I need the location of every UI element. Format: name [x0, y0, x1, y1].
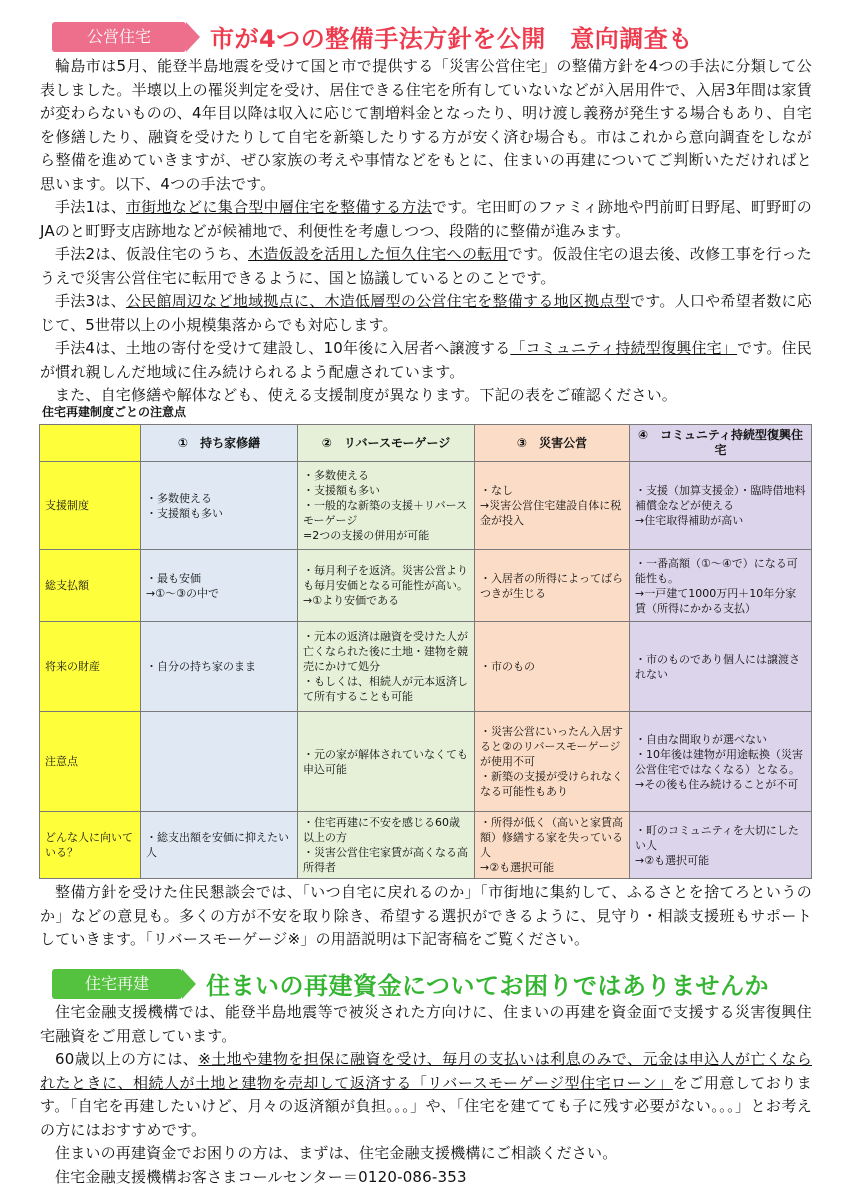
reverse-mortgage-underlined: ※土地や建物を担保に融資を受け、毎月の支払いは利息のみで、元金は申込人が亡くなられたときに、相続人が土地と建物を売却して返済する「リバースモーゲージ型住宅ローン」	[40, 1050, 812, 1092]
row-header: 支援制度	[40, 462, 141, 550]
section1-paragraph-method1	[40, 196, 812, 243]
cell-line: ・最も安価	[146, 571, 201, 585]
comparison-table	[39, 424, 812, 879]
cell-line: ・元の家が解体されていなくても申込可能	[303, 747, 468, 776]
table-cell-public-housing	[475, 462, 630, 550]
method2-underlined: 木造仮設を活用した恒久住宅への転用	[248, 245, 508, 263]
section2-paragraph-callcenter: 住宅金融支援機構お客さまコールセンター＝0120-086-353	[55, 1167, 467, 1186]
cell-line: ・入居者の所得によってばらつきが生じる	[480, 571, 623, 600]
section2-paragraph-consult: 住まいの再建資金でお困りの方は、まずは、住宅金融支援機構にご相談ください。	[55, 1144, 618, 1162]
cell-line: ・町のコミュニティを大切にしたい人	[635, 823, 799, 852]
column-header-reverse-mortgage: ② リバースモーゲージ	[298, 425, 475, 462]
table-cell-repair	[141, 812, 298, 879]
cell-line: ・総支出額を安価に抑えたい人	[146, 831, 289, 859]
cell-line: ・住宅再建に不安を感じる60歳以上の方	[303, 816, 460, 844]
table-cell-repair	[141, 462, 298, 550]
section1-paragraph-method4	[40, 337, 812, 384]
table-row	[40, 812, 812, 879]
row-header: どんな人に向いている？	[40, 812, 141, 879]
table-cell-repair	[141, 712, 298, 812]
cell-line: ・災害公営住宅家賃が高くなる高所得者	[303, 846, 468, 874]
table-cell-reverse-mortgage	[298, 712, 475, 812]
cell-line: ・なし	[480, 484, 513, 497]
after-table-paragraph: 整備方針を受けた住民懇談会では、「いつ自宅に戻れるのか」「市街地に集約して、ふるさとを捨てろというのか」などの意見も。多くの方が不安を取り除き、希望する選択ができるように、見守り・相談支援班もサポートしていきます。「リバースモーゲージ※」の用語説明は下記寄稿をご覧ください。	[40, 883, 812, 948]
section2-paragraph-intro: 住宅金融支援機構では、能登半島地震等で被災された方向けに、住まいの再建を資金面で支援する災害復興住宅融資をご用意しています。	[40, 1003, 812, 1045]
column-header-community-housing: ④ コミュニティ持続型復興住宅	[630, 425, 812, 462]
method4-underlined: 「コミュニティ持続型復興住宅」	[510, 339, 738, 357]
table-cell-public-housing	[475, 712, 630, 812]
cell-line: →その後も住み続けることが不可	[635, 777, 799, 791]
method3-lead: 手法3は、	[55, 292, 126, 310]
section1-paragraph-method3	[40, 290, 812, 337]
cell-line: ・もしくは、相続人が元本返済して所有することも可能	[303, 675, 468, 703]
cell-line: ・市のもの	[480, 660, 535, 673]
section2-body	[40, 1001, 812, 1189]
cell-line: =2つの支援の併用が可能	[303, 529, 430, 542]
table-cell-public-housing	[475, 622, 630, 712]
cell-line: ・多数使える	[303, 469, 369, 482]
table-cell-repair	[141, 622, 298, 712]
cell-line: ・一般的な新築の支援＋リバースモーゲージ	[303, 499, 468, 527]
method2-lead: 手法2は、仮設住宅のうち、	[55, 245, 249, 263]
table-cell-community-housing	[630, 712, 812, 812]
section2-tag-arrow	[182, 969, 196, 999]
cell-line: ・新築の支援が受けられなくなる可能性もあり	[480, 770, 623, 798]
cell-line: →②も選択可能	[635, 853, 710, 867]
section1-paragraph-table-intro: また、自宅修繕や解体なども、使える支援制度が異なります。下記の表をご確認ください。	[55, 386, 678, 404]
reverse-mortgage-rest: をご用意しております。「自宅を再建したいけど、月々の返済額が負担。。。」や、「住宅を建てても子に残す必要がない。。。」とお考えの方にはおすすめです。	[40, 1073, 812, 1139]
table-row	[40, 550, 812, 622]
table-cell-community-housing	[630, 462, 812, 550]
table-cell-community-housing	[630, 812, 812, 879]
method4-rest: です。住民が慣れ親しんだ地域に住み続けられるよう配慮されています。	[40, 339, 812, 381]
table-cell-reverse-mortgage	[298, 622, 475, 712]
method3-underlined: 公民館周辺など地域拠点に、木造低層型の公営住宅を整備する地区拠点型	[125, 292, 630, 310]
cell-line: ・支援額も多い	[146, 506, 223, 520]
table-cell-reverse-mortgage	[298, 550, 475, 622]
table-cell-public-housing	[475, 812, 630, 879]
section1-tag-arrow	[186, 22, 200, 52]
table-header-row	[40, 425, 812, 462]
method3-rest: です。人口や希望者数に応じて、5世帯以上の小規模集落からでも対応します。	[40, 292, 813, 334]
section1-tag: 公営住宅	[52, 22, 186, 52]
cell-line: ・10年後は建物が用途転換（災害公営住宅ではなくなる）となる。	[635, 747, 803, 776]
table-cell-repair	[141, 550, 298, 622]
row-header: 注意点	[40, 712, 141, 812]
cell-line: ・災害公営にいったん入居すると②のリバースモーゲージが使用不可	[480, 725, 623, 768]
cell-line: →②も選択可能	[480, 861, 555, 874]
section1-paragraph-intro: 輪島市は5月、能登半島地震を受けて国と市で提供する「災害公営住宅」の整備方針を4つの手法に分類して公表しました。半壊以上の罹災判定を受け、居住できる住宅を所有していないなどが入居用件で、入居3年間は家賃が変わらないものの、4年目以降は収入に応じて割増料金となったり、明け渡し義務が発生する場合もあり、自宅を修繕したり、融資を受けたりして自宅を新築したりする方が安く済む場合も。市はこれから意向調査をしながら整備を進めていきますが、ぜひ家族の考えや事情などをもとに、住まいの再建についてご判断いただければと思います。以下、4つの手法です。	[40, 57, 812, 193]
method1-rest: です。宅田町のファミィ跡地や門前町日野尾、町野町のJAのと町野支店跡地などが候補地で、利便性を考慮しつつ、段階的に整備が進みます。	[40, 198, 812, 240]
cell-line: ・毎月利子を返済。災害公営よりも毎月安価となる可能性が高い。	[303, 564, 468, 592]
method1-underlined: 市街地などに集合型中層住宅を整備する方法	[126, 198, 432, 216]
cell-line: ・支援（加算支援金）・臨時借地料補償金などが使える	[635, 484, 806, 512]
method2-rest: です。仮設住宅の退去後、改修工事を行ったうえで災害公営住宅に転用できるように、国と協議しているとのことです。	[40, 245, 812, 287]
section2-header	[52, 966, 769, 1001]
cell-line: ・支援額も多い	[303, 484, 380, 497]
method1-lead: 手法1は、	[55, 198, 127, 216]
section2-headline: 住まいの再建資金についてお困りではありませんか	[206, 972, 770, 1000]
cell-line: →一戸建て1000万円＋10年分家賃（所得にかかる支払）	[635, 586, 797, 615]
row-header: 将来の財産	[40, 622, 141, 712]
cell-line: ・自分の持ち家のまま	[146, 660, 256, 673]
section2-paragraph-reverse-mortgage	[40, 1048, 812, 1142]
cell-line: ・所得が低く（高いと家賃高額）修繕する家を失っている人	[480, 816, 623, 859]
table-caption: 住宅再建制度ごとの注意点	[42, 405, 187, 419]
cell-line: →①より安価である	[303, 594, 400, 607]
table-cell-community-housing	[630, 550, 812, 622]
table-cell-public-housing	[475, 550, 630, 622]
table-body	[40, 462, 812, 879]
method4-lead: 手法4は、土地の寄付を受けて建設し、10年後に入居者へ譲渡する	[55, 339, 511, 357]
cell-line: ・多数使える	[146, 491, 212, 505]
section1-header	[52, 19, 693, 54]
section1-paragraph-method2	[40, 243, 812, 290]
cell-line: →災害公営住宅建設自体に税金が投入	[480, 499, 622, 527]
table-cell-reverse-mortgage	[298, 812, 475, 879]
cell-line: ・市のものであり個人には譲渡されない	[635, 652, 800, 681]
table-cell-community-housing	[630, 622, 812, 712]
section1-headline: 市が4つの整備手法方針を公開 意向調査も	[210, 25, 693, 53]
row-header: 総支払額	[40, 550, 141, 622]
cell-line: ・元本の返済は融資を受けた人が亡くなられた後に土地・建物を競売にかけて処分	[303, 630, 468, 673]
section2-tag: 住宅再建	[52, 969, 182, 999]
table-cell-reverse-mortgage	[298, 462, 475, 550]
table-row	[40, 712, 812, 812]
cell-line: →住宅取得補助が高い	[635, 514, 744, 527]
after-table-body	[40, 881, 812, 952]
column-header-repair: ① 持ち家修繕	[141, 425, 298, 462]
table-corner-cell	[40, 425, 141, 462]
table-row	[40, 622, 812, 712]
cell-line: ・自由な間取りが選べない	[635, 732, 767, 746]
cell-line: →①～③の中で	[146, 586, 219, 600]
cell-line: ・一番高額（①～④で）になる可能性も。	[635, 556, 798, 585]
column-header-public-housing: ③ 災害公営	[475, 425, 630, 462]
table-row	[40, 462, 812, 550]
section1-body	[40, 55, 812, 408]
reverse-mortgage-lead: 60歳以上の方には、	[55, 1050, 199, 1068]
